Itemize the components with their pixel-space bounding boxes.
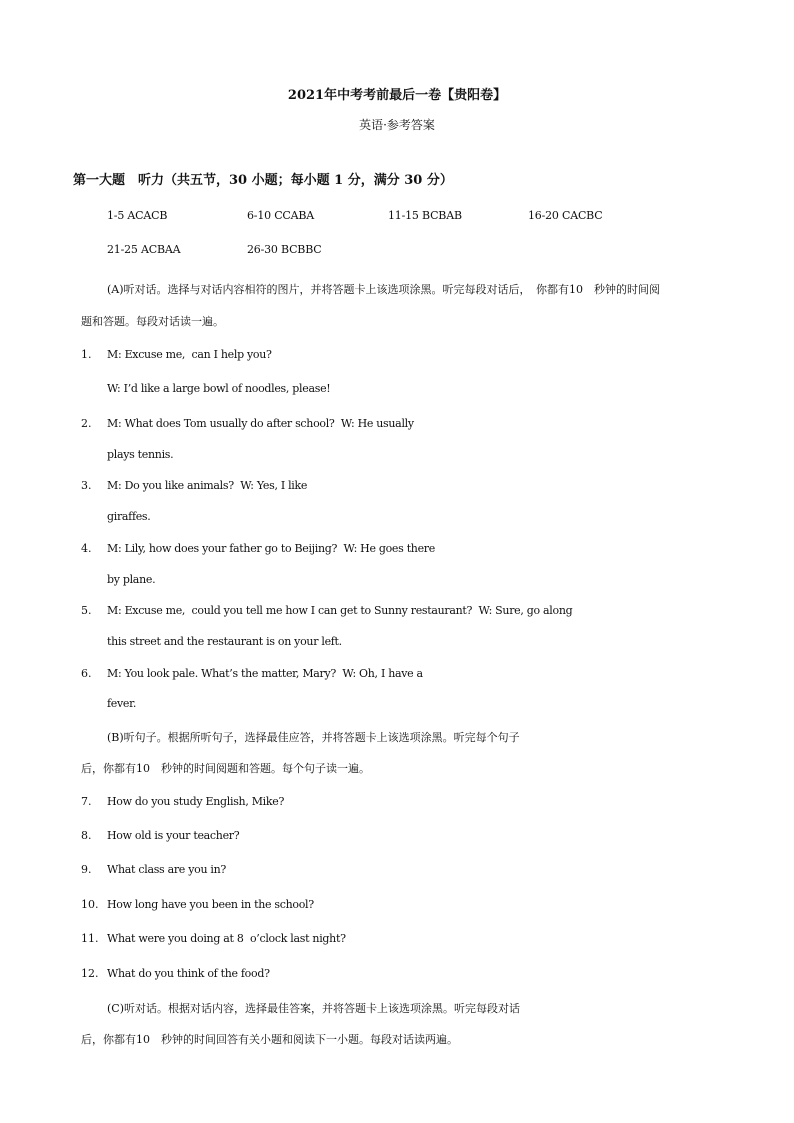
part-b-intro-cont: 后，你都有10 秒钟的时间阅题和答题。每个句子读一遍。: [81, 762, 370, 775]
section-heading: 第一大题 听力（共五节，30 小题；每小题 1 分，满分 30 分）: [73, 173, 453, 188]
question-line: What class are you in?: [107, 863, 227, 876]
item-number: 11.: [81, 932, 99, 945]
item-number: 10.: [81, 898, 99, 911]
item-number: 3.: [81, 479, 92, 492]
question-line: How old is your teacher?: [107, 829, 240, 842]
item-number: 12.: [81, 967, 99, 980]
part-b-intro: (B)听句子。根据所听句子，选择最佳应答，并将答题卡上该选项涂黑。听完每个句子: [107, 731, 520, 744]
dialogue-line: M: Do you like animals? W: Yes, I like: [107, 479, 308, 492]
question-line: What were you doing at 8 o’clock last night?: [107, 932, 346, 945]
item-number: 2.: [81, 417, 92, 430]
answer-group: 6-10 CCABA: [247, 209, 315, 222]
dialogue-line: M: What does Tom usually do after school? W: He usually: [107, 417, 414, 430]
dialogue-line: M: Lily, how does your father go to Beijing? W: He goes there: [107, 542, 435, 555]
dialogue-line: giraffes.: [107, 510, 151, 523]
answer-group: 21-25 ACBAA: [107, 243, 181, 256]
answer-group: 26-30 BCBBC: [247, 243, 322, 256]
dialogue-line: M: You look pale. What’s the matter, Mary? W: Oh, I have a: [107, 667, 423, 680]
part-a-intro: (A)听对话。选择与对话内容相符的图片，并将答题卡上该选项涂黑。听完每段对话后， 你都有10 秒钟的时间阅: [107, 283, 661, 296]
item-number: 8.: [81, 829, 92, 842]
item-number: 9.: [81, 863, 92, 876]
answer-group: 1-5 ACACB: [107, 209, 168, 222]
question-line: What do you think of the food?: [107, 967, 270, 980]
item-number: 5.: [81, 604, 92, 617]
item-number: 1.: [81, 348, 92, 361]
page-title: 2021年中考考前最后一卷【贵阳卷】: [287, 88, 507, 103]
part-a-intro-cont: 题和答题。每段对话读一遍。: [81, 315, 224, 328]
part-c-intro-cont: 后，你都有10 秒钟的时间回答有关小题和阅读下一小题。每段对话读两遍。: [81, 1033, 458, 1046]
question-line: How long have you been in the school?: [107, 898, 314, 911]
answer-group: 11-15 BCBAB: [388, 209, 462, 222]
item-number: 6.: [81, 667, 92, 680]
dialogue-line: plays tennis.: [107, 448, 174, 461]
part-c-intro: (C)听对话。根据对话内容，选择最佳答案，并将答题卡上该选项涂黑。听完每段对话: [107, 1002, 520, 1015]
question-line: How do you study English, Mike?: [107, 795, 285, 808]
page-subtitle: 英语·参考答案: [359, 118, 435, 132]
answer-group: 16-20 CACBC: [528, 209, 603, 222]
dialogue-line: M: Excuse me, could you tell me how I can get to Sunny restaurant? W: Sure, go along: [107, 604, 573, 617]
dialogue-line: this street and the restaurant is on your left.: [107, 635, 342, 648]
dialogue-line: W: I’d like a large bowl of noodles, please!: [107, 382, 331, 395]
item-number: 7.: [81, 795, 92, 808]
dialogue-line: M: Excuse me, can I help you?: [107, 348, 272, 361]
item-number: 4.: [81, 542, 92, 555]
dialogue-line: fever.: [107, 697, 137, 710]
dialogue-line: by plane.: [107, 573, 156, 586]
